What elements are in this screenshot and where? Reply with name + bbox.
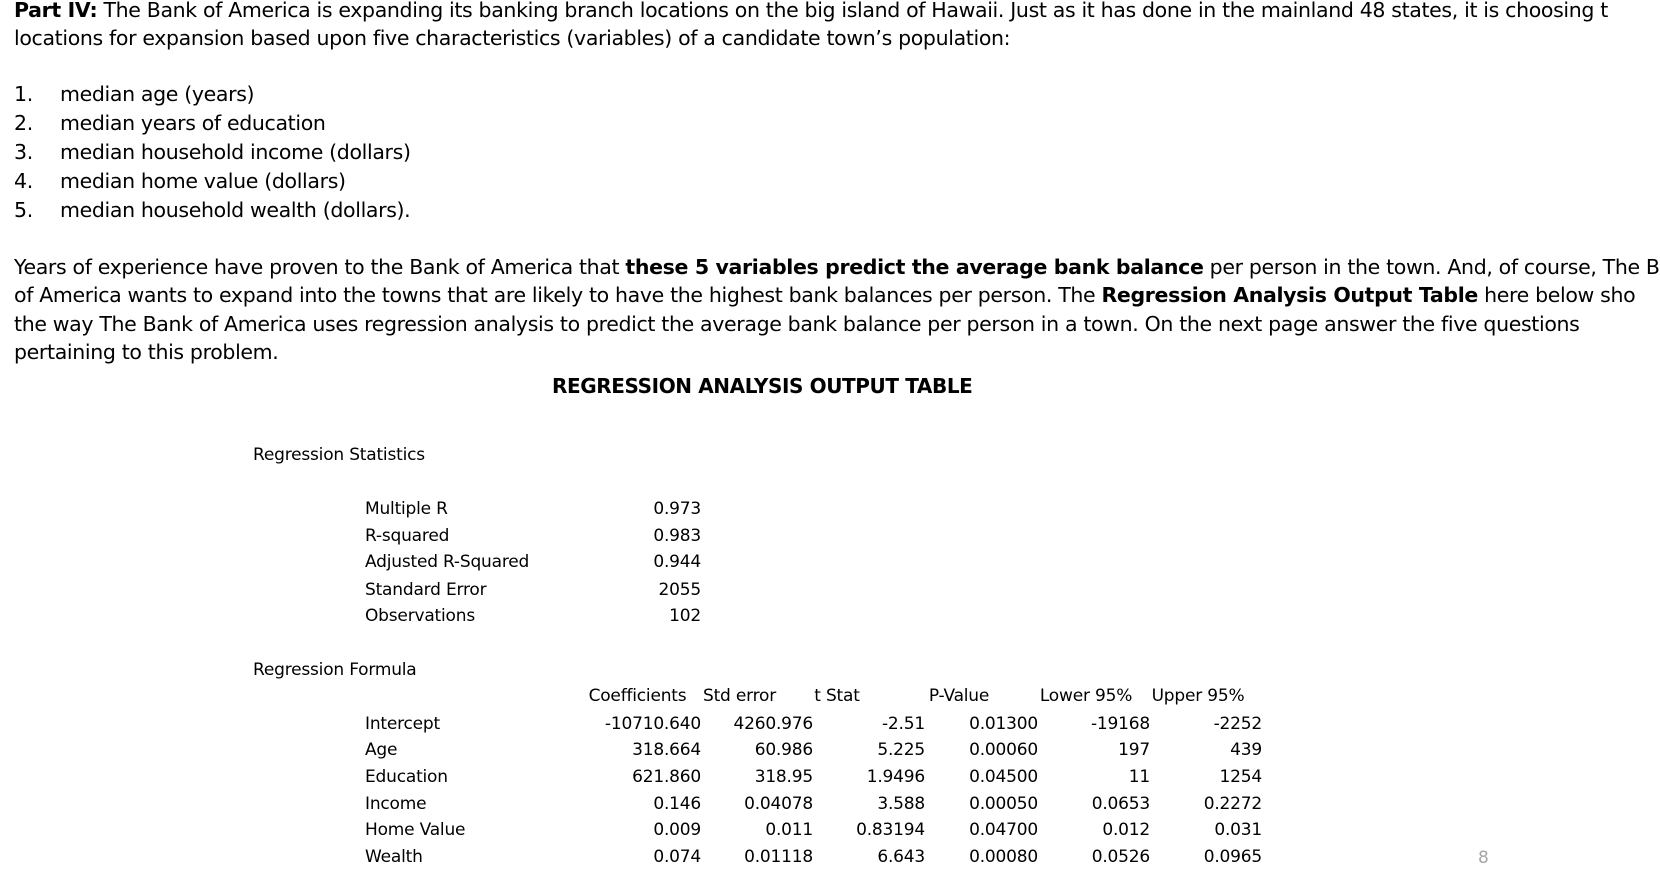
row-label: Intercept bbox=[365, 714, 440, 734]
row-label: Income bbox=[365, 794, 427, 814]
part-label: Part IV: bbox=[14, 0, 98, 22]
table-cell: 439 bbox=[1230, 740, 1262, 760]
row-label: Education bbox=[365, 767, 448, 787]
stat-label: Standard Error bbox=[365, 580, 487, 600]
row-label: Wealth bbox=[365, 847, 423, 867]
table-cell: 0.00060 bbox=[969, 740, 1038, 760]
stat-label: Multiple R bbox=[365, 499, 448, 519]
stat-value: 0.973 bbox=[653, 499, 701, 519]
stats-heading: Regression Statistics bbox=[253, 445, 425, 465]
column-header: t Stat bbox=[814, 686, 860, 706]
table-cell: 1.9496 bbox=[866, 767, 925, 787]
table-cell: 197 bbox=[1118, 740, 1150, 760]
table-cell: -19168 bbox=[1090, 714, 1150, 734]
table-cell: 6.643 bbox=[877, 847, 925, 867]
table-cell: 4260.976 bbox=[733, 714, 813, 734]
table-cell: 0.83194 bbox=[856, 820, 925, 840]
table-cell: 0.0526 bbox=[1091, 847, 1150, 867]
page-number: 8 bbox=[1478, 848, 1489, 868]
table-cell: 621.860 bbox=[632, 767, 701, 787]
table-cell: 0.0965 bbox=[1203, 847, 1262, 867]
column-header: Upper 95% bbox=[1151, 686, 1245, 706]
stat-value: 102 bbox=[669, 606, 701, 626]
formula-heading: Regression Formula bbox=[253, 660, 417, 680]
table-cell: 11 bbox=[1128, 767, 1150, 787]
stat-value: 0.944 bbox=[653, 552, 701, 572]
table-cell: 0.00080 bbox=[969, 847, 1038, 867]
table-cell: 0.2272 bbox=[1203, 794, 1262, 814]
row-label: Home Value bbox=[365, 820, 466, 840]
table-cell: 0.011 bbox=[765, 820, 813, 840]
table-cell: 0.04078 bbox=[744, 794, 813, 814]
table-cell: -2.51 bbox=[882, 714, 925, 734]
para-line-4: pertaining to this problem. bbox=[14, 340, 279, 364]
table-cell: 0.074 bbox=[653, 847, 701, 867]
para-line-2: of America wants to expand into the towns that are likely to have the highest bank balances per person. The Regression Analysis Output Table here below sho bbox=[14, 283, 1636, 307]
table-cell: 0.04500 bbox=[969, 767, 1038, 787]
table-cell: 1254 bbox=[1219, 767, 1262, 787]
stat-label: R-squared bbox=[365, 526, 450, 546]
table-cell: 0.146 bbox=[653, 794, 701, 814]
column-header: Std error bbox=[702, 686, 776, 706]
table-cell: 0.012 bbox=[1102, 820, 1150, 840]
stat-value: 2055 bbox=[658, 580, 701, 600]
table-cell: 0.01300 bbox=[969, 714, 1038, 734]
stat-label: Adjusted R-Squared bbox=[365, 552, 530, 572]
table-cell: 0.00050 bbox=[969, 794, 1038, 814]
table-cell: -10710.640 bbox=[604, 714, 701, 734]
table-cell: 0.031 bbox=[1214, 820, 1262, 840]
table-cell: -2252 bbox=[1213, 714, 1262, 734]
table-cell: 0.04700 bbox=[969, 820, 1038, 840]
column-header: Coefficients bbox=[588, 686, 687, 706]
row-label: Age bbox=[365, 740, 398, 760]
para-line-1: Years of experience have proven to the Bank of America that these 5 variables predict the average bank balance per person in the town. And, of course, The B bbox=[14, 255, 1660, 279]
table-title: REGRESSION ANALYSIS OUTPUT TABLE bbox=[552, 374, 973, 398]
stat-label: Observations bbox=[365, 606, 475, 626]
list-item: 4. median home value (dollars) bbox=[14, 169, 346, 193]
intro-line-2: locations for expansion based upon five characteristics (variables) of a candidate town’s population: bbox=[14, 26, 1011, 50]
list-item: 5. median household wealth (dollars). bbox=[14, 198, 411, 222]
table-cell: 0.01118 bbox=[744, 847, 813, 867]
column-header: Lower 95% bbox=[1039, 686, 1133, 706]
table-cell: 318.664 bbox=[632, 740, 701, 760]
table-cell: 0.009 bbox=[653, 820, 701, 840]
list-item: 3. median household income (dollars) bbox=[14, 140, 411, 164]
list-item: 2. median years of education bbox=[14, 111, 326, 135]
table-cell: 0.0653 bbox=[1091, 794, 1150, 814]
stat-value: 0.983 bbox=[653, 526, 701, 546]
intro-text-1: The Bank of America is expanding its banking branch locations on the big island of Hawaii. Just as it has done in the mainland 48 states, it is choosing t bbox=[97, 0, 1608, 22]
column-header: P-Value bbox=[928, 686, 990, 706]
para-line-3: the way The Bank of America uses regression analysis to predict the average bank balance per person in a town. On the next page answer the five questions bbox=[14, 312, 1580, 336]
table-cell: 60.986 bbox=[754, 740, 813, 760]
table-cell: 3.588 bbox=[877, 794, 925, 814]
list-item: 1. median age (years) bbox=[14, 82, 255, 106]
table-cell: 5.225 bbox=[877, 740, 925, 760]
intro-line-1 bbox=[14, 0, 1608, 24]
table-cell: 318.95 bbox=[754, 767, 813, 787]
